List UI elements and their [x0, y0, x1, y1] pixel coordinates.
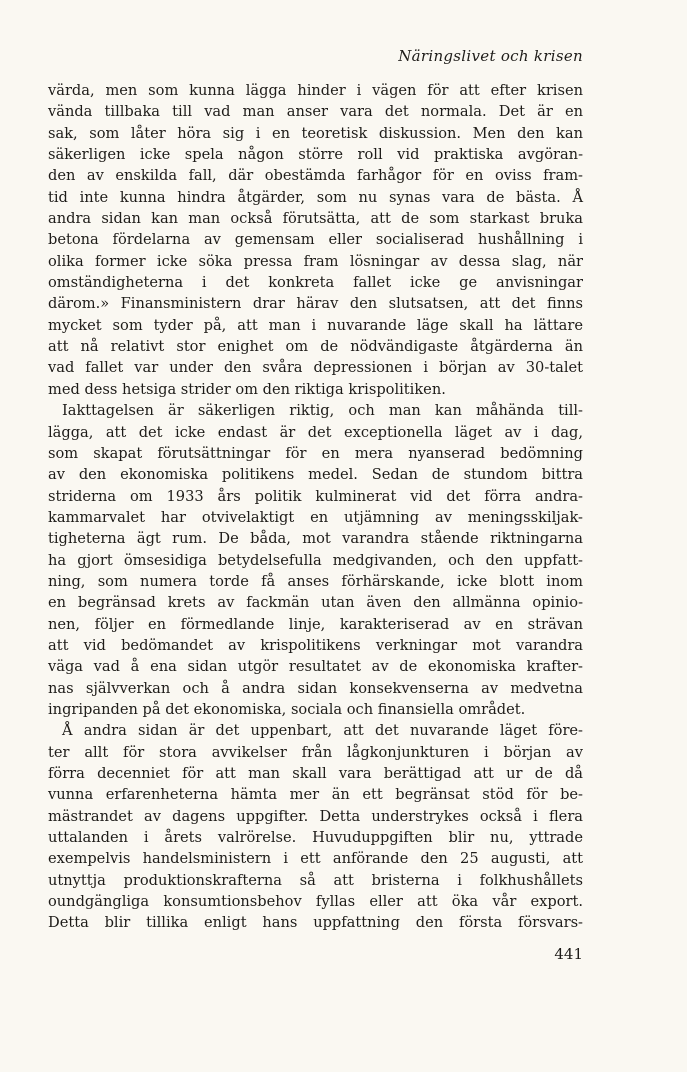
text-line: nas självverkan och å andra sidan konsekvenserna av medvetna: [48, 679, 583, 697]
running-head: Näringslivet och krisen: [398, 47, 583, 65]
text-line: med dess hetsiga strider om den riktiga krispolitiken.: [48, 380, 446, 398]
text-line: lägga, att det icke endast är det exceptionella läget av i dag,: [48, 423, 583, 441]
text-line: en begränsad krets av fackmän utan även den allmänna opinio-: [48, 594, 583, 612]
text-line: tid inte kunna hindra åtgärder, som nu synas vara de bästa. Å: [48, 188, 583, 206]
text-line: värda, men som kunna lägga hinder i vägen för att efter krisen: [48, 82, 583, 99]
text-line: andra sidan kan man också förutsätta, att de som starkast bruka: [48, 210, 583, 228]
text-line: att nå relativt stor enighet om de nödvändigaste åtgärderna än: [48, 338, 583, 356]
text-line: Å andra sidan är det uppenbart, att det nuvarande läget före-: [62, 722, 583, 740]
text-line: Iakttagelsen är säkerligen riktig, och man kan måhända till-: [62, 402, 583, 420]
text-line: mycket som tyder på, att man i nuvarande läge skall ha lättare: [48, 316, 583, 334]
text-line: striderna om 1933 års politik kulminerat vid det förra andra-: [48, 487, 583, 505]
text-line: vunna erfarenheterna hämta mer än ett begränsat stöd för be-: [48, 786, 583, 804]
text-line: kammarvalet har otvivelaktigt en utjämning av meningsskiljak-: [48, 508, 583, 526]
paragraph-2: [48, 400, 583, 720]
text-line: mästrandet av dagens uppgifter. Detta understrykes också i flera: [48, 807, 583, 825]
text-line: den av enskilda fall, där obestämda farhågor för en oviss fram-: [48, 167, 583, 185]
text-line: ingripanden på det ekonomiska, sociala och finansiella området.: [48, 700, 526, 718]
page-number: 441: [554, 945, 583, 963]
text-line: nen, följer en förmedlande linje, karakteriserad av en strävan: [48, 615, 583, 633]
body-text: [48, 80, 583, 934]
text-line: exempelvis handelsministern i ett anförande den 25 augusti, att: [48, 850, 583, 868]
text-line: vända tillbaka till vad man anser vara det normala. Det är en: [48, 103, 583, 121]
text-line: att vid bedömandet av krispolitikens verkningar mot varandra: [48, 636, 583, 654]
text-line: säkerligen icke spela någon större roll vid praktiska avgöran-: [48, 146, 583, 164]
text-line: uttalanden i årets valrörelse. Huvuduppgiften blir nu, yttrade: [48, 829, 583, 847]
text-line: därom.» Finansministern drar härav den slutsatsen, att det finns: [48, 295, 583, 313]
text-line: sak, som låter höra sig i en teoretisk diskussion. Men den kan: [48, 124, 583, 142]
text-line: ter allt för stora avvikelser från lågkonjunkturen i början av: [48, 743, 583, 761]
text-line: omständigheterna i det konkreta fallet icke ge anvisningar: [48, 274, 583, 292]
text-line: av den ekonomiska politikens medel. Sedan de stundom bittra: [48, 466, 583, 484]
text-line: betona fördelarna av gemensam eller socialiserad hushållning i: [48, 231, 583, 249]
text-line: förra decenniet för att man skall vara berättigad att ur de då: [48, 765, 583, 782]
text-line: ning, som numera torde få anses förhärskande, icke blott inom: [48, 572, 583, 590]
text-line: olika former icke söka pressa fram lösningar av dessa slag, när: [48, 252, 583, 270]
text-line: Detta blir tillika enligt hans uppfattning den första försvars-: [48, 914, 583, 932]
text-line: ha gjort ömsesidiga betydelsefulla medgivanden, och den uppfatt-: [48, 551, 583, 569]
text-line: tigheterna ägt rum. De båda, mot varandra stående riktningarna: [48, 530, 583, 548]
text-line: oundgängliga konsumtionsbehov fyllas eller att öka vår export.: [48, 893, 583, 911]
paragraph-1: [48, 80, 583, 400]
text-line: utnyttja produktionskrafterna så att bristerna i folkhushållets: [48, 871, 583, 889]
text-line: vad fallet var under den svåra depressionen i början av 30-talet: [48, 359, 583, 377]
paragraph-3: [48, 720, 583, 933]
text-line: som skapat förutsättningar för en mera nyanserad bedömning: [48, 444, 583, 462]
text-line: väga vad å ena sidan utgör resultatet av de ekonomiska krafter-: [48, 658, 583, 676]
